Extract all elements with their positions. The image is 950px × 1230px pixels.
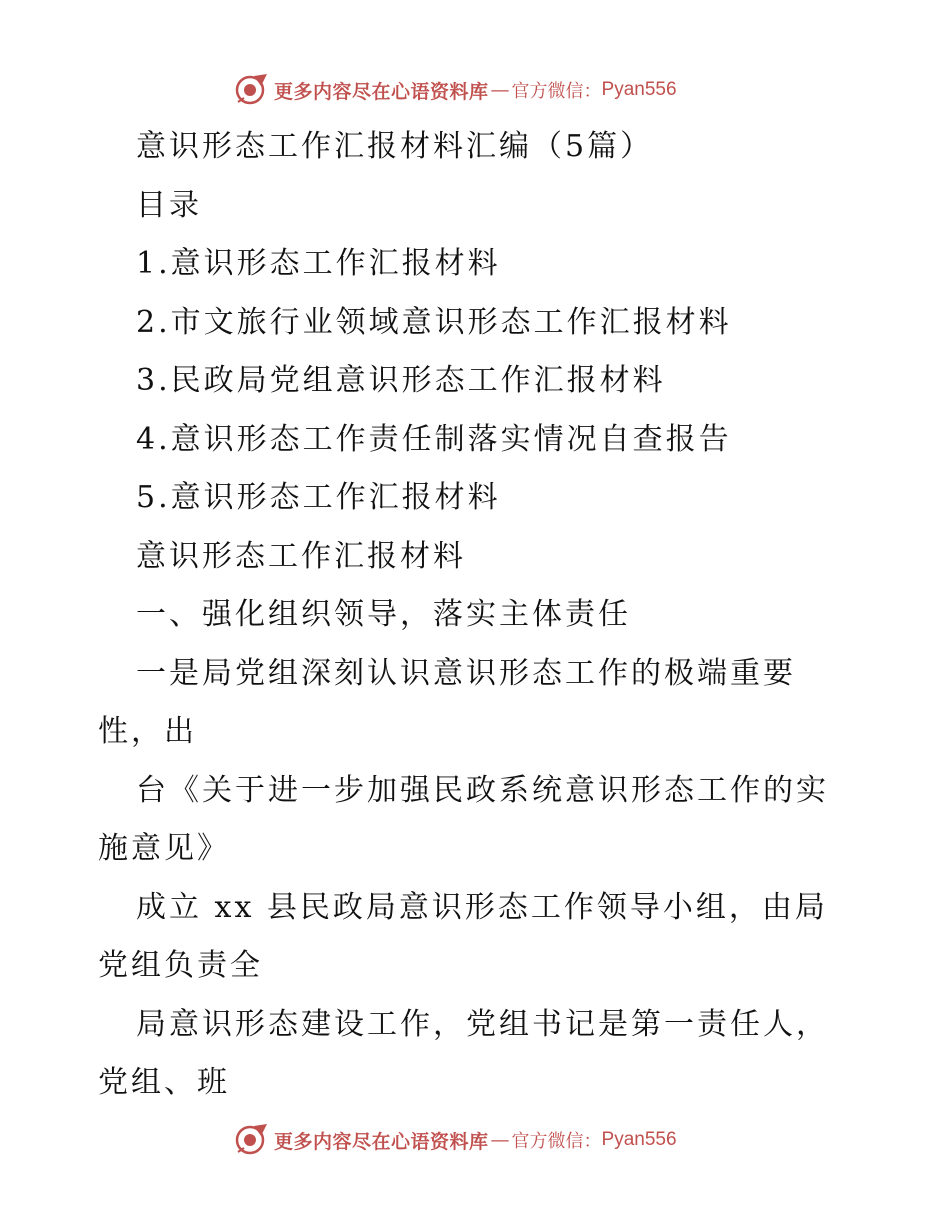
paragraph-line: 党组、班 [98,1065,230,1100]
paragraph-line: 一是局党组深刻认识意识形态工作的极端重要 [136,655,796,691]
toc-item: 5.意识形态工作汇报材料 [136,480,501,515]
banner-brand-text: 更多内容尽在心语资料库 [274,1130,489,1153]
pen-logo-icon [234,1122,270,1158]
section-heading: 一、强化组织领导，落实主体责任 [136,597,631,632]
document-body [98,118,858,1113]
banner-official-label: 官方微信： [511,1131,602,1152]
paragraph-line: 台《关于进一步加强民政系统意识形态工作的实 [136,772,829,808]
section-title: 意识形态工作汇报材料 [136,538,466,574]
banner-separator: — [490,79,510,101]
banner-wechat-id: Pyan556 [601,79,677,100]
toc-item: 1.意识形态工作汇报材料 [136,246,501,281]
paragraph-line: 局意识形态建设工作，党组书记是第一责任人， [136,1006,829,1042]
footer-banner [234,1120,677,1160]
banner-brand-text: 更多内容尽在心语资料库 [274,80,489,103]
banner-separator: — [490,1129,510,1151]
header-banner [234,70,677,110]
toc-item: 4.意识形态工作责任制落实情况自查报告 [136,421,732,457]
paragraph-line: 成立 xx 县民政局意识形态工作领导小组，由局 [136,889,828,925]
toc-item: 3.民政局党组意识形态工作汇报材料 [136,363,666,398]
banner-official-label: 官方微信： [511,81,602,102]
paragraph-line: 性，出 [98,714,197,749]
toc-item: 2.市文旅行业领域意识形态工作汇报材料 [136,304,732,340]
banner-wechat-id: Pyan556 [601,1129,677,1150]
paragraph-line: 党组负责全 [98,948,263,983]
toc-heading: 目录 [136,187,202,223]
document-title: 意识形态工作汇报材料汇编（5篇） [136,129,654,164]
paragraph-line: 施意见》 [98,831,230,866]
pen-logo-icon [234,72,270,108]
